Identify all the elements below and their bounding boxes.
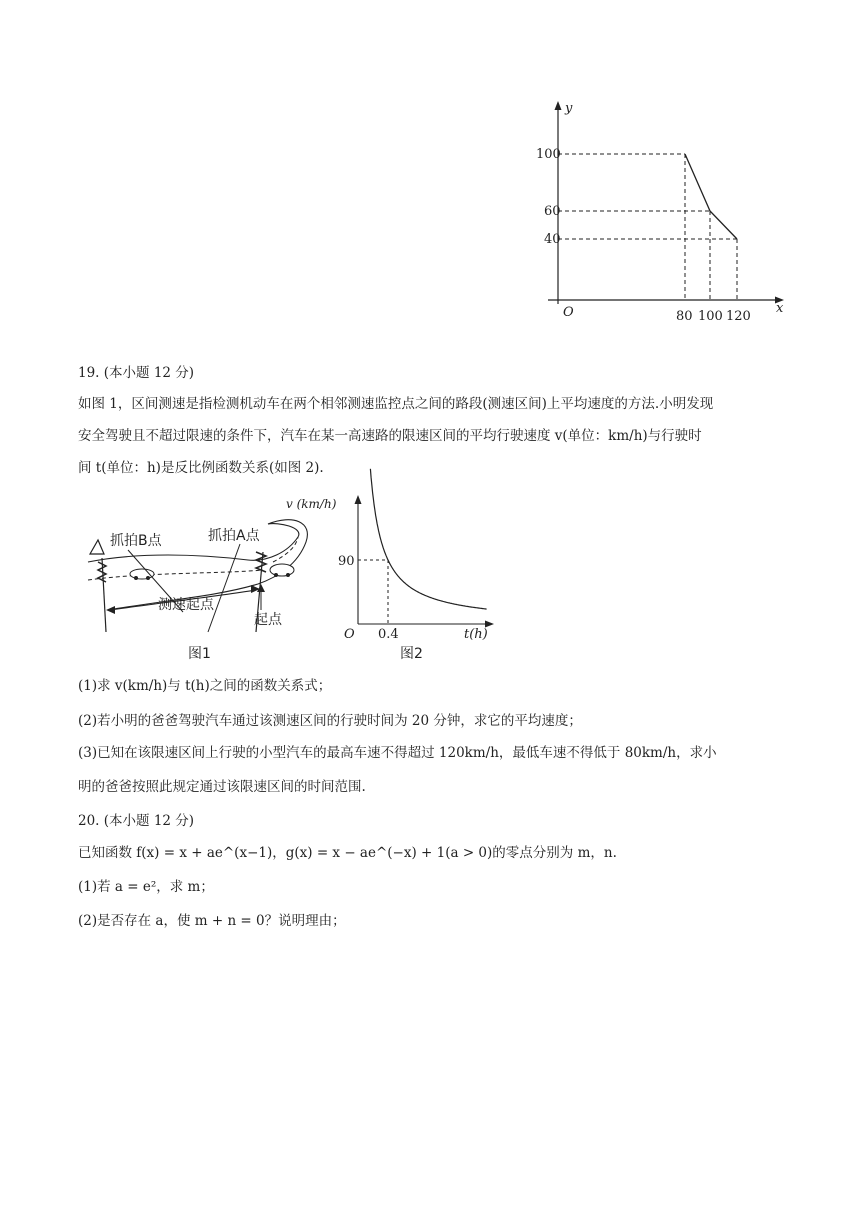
q20-sub-1: (1)若 a = e²，求 m； [78,879,214,895]
label-capture-a: 抓拍A点 [208,528,260,544]
y-axis-label: y [565,101,573,116]
figure-2-graph [286,492,501,667]
car-icon-2 [270,564,294,577]
origin-label: O [563,305,574,320]
figure-1-caption: 图1 [188,646,211,662]
t-axis-label: t(h) [464,627,488,642]
q19-paragraph-line-1: 如图 1，区间测速是指检测机动车在两个相邻测速监控点之间的路段(测速区间)上平均速度的方法.小明发现 [78,396,714,412]
label-capture-b: 抓拍B点 [110,533,162,549]
label-start: 起点 [254,612,282,628]
x-tick-100: 100 [698,309,723,324]
figure-1-road [78,492,328,667]
v-tick-90: 90 [338,554,355,569]
origin-label: O [344,627,355,642]
q19-paragraph-line-2: 安全驾驶且不超过限速的条件下，汽车在某一高速路的限速区间的平均行驶速度 v(单位：km/h)与行驶时 [78,428,702,444]
q19-sub-3-line-1: (3)已知在该限速区间上行驶的小型汽车的最高车速不得超过 120km/h，最低车速不得低于 80km/h，求小 [78,745,717,761]
x-axis-label: x [776,301,784,316]
guide-lines [558,154,737,300]
q19-sub-3-line-2: 明的爸爸按照此规定通过该限速区间的时间范围. [78,779,366,795]
t-tick-0-4: 0.4 [378,627,399,642]
y-axis-arrow [555,101,562,110]
q20-paragraph: 已知函数 f(x) = x + ae^(x−1)，g(x) = x − ae^(−x) + 1(a > 0)的零点分别为 m，n. [78,845,617,861]
x-tick-120: 120 [726,309,751,324]
q20-sub-2: (2)是否存在 a，使 m + n = 0？说明理由； [78,913,346,929]
y-tick-40: 40 [544,232,561,247]
q19-header: 19. (本小题 12 分) [78,365,195,381]
data-line [685,154,737,239]
q20-header: 20. (本小题 12 分) [78,813,195,829]
q19-sub-2: (2)若小明的爸爸驾驶汽车通过该测速区间的行驶时间为 20 分钟，求它的平均速度； [78,713,582,729]
q19-sub-1: (1)求 v(km/h)与 t(h)之间的函数关系式； [78,678,332,694]
y-tick-60: 60 [544,204,561,219]
label-measure-start: 测速起点 [158,597,214,613]
figure-2-caption: 图2 [400,646,423,662]
x-tick-80: 80 [676,309,693,324]
q19-paragraph-line-3: 间 t(单位：h)是反比例函数关系(如图 2). [78,460,324,476]
camera-post-b [90,540,106,632]
y-tick-100: 100 [536,147,561,162]
top-graph [536,98,800,328]
v-axis-label: v (km/h) [286,497,337,511]
inverse-curve [370,469,486,609]
